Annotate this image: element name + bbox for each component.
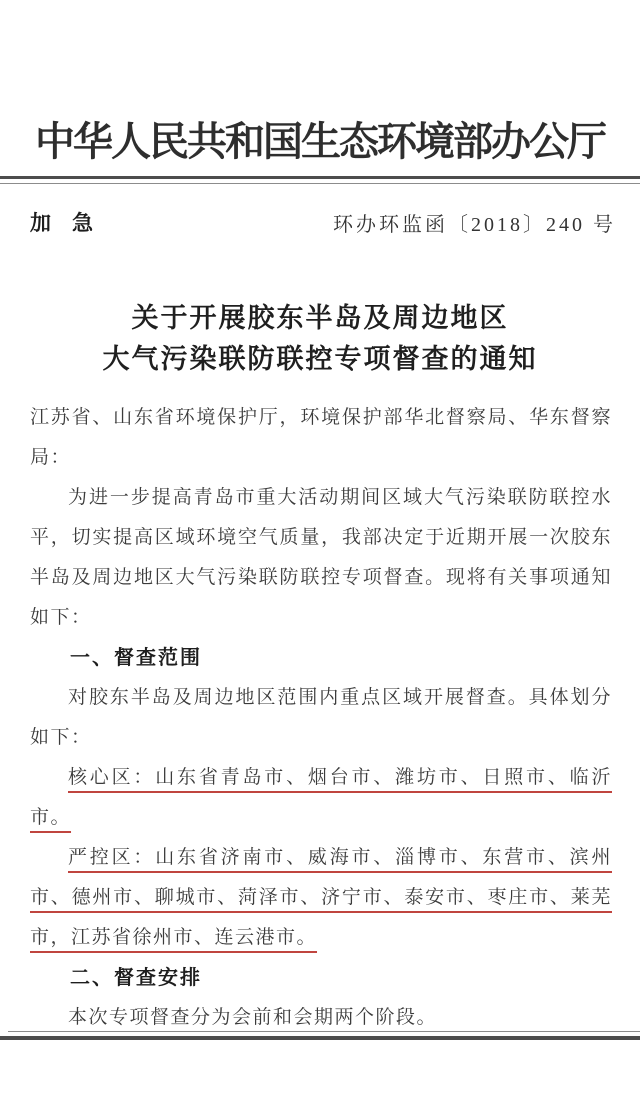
section2-heading: 二、督查安排: [70, 967, 202, 989]
section1-heading: 一、督查范围: [70, 647, 202, 669]
letterhead-org-name: 中华人民共和国生态环境部办公厅: [35, 119, 605, 164]
document-number: 环办环监函〔2018〕240 号: [333, 214, 616, 236]
document-title: [0, 298, 640, 380]
footer-rule-thin: [8, 1031, 640, 1032]
footer-rule-thick: [0, 1036, 640, 1040]
section1-lead-paragraph: 对胶东半岛及周边地区范围内重点区域开展督查。具体划分如下：: [30, 687, 612, 748]
addressee-line: 江苏省、山东省环境保护厅，环境保护部华北督察局、华东督察局：: [30, 407, 612, 468]
section2-lead-paragraph: 本次专项督查分为会前和会期两个阶段。: [68, 1007, 438, 1028]
letterhead-rule-thick: [0, 176, 640, 179]
strict-zone-paragraph: 严控区：山东省济南市、威海市、淄博市、东营市、滨州市、德州市、聊城市、菏泽市、济宁市、泰安市、枣庄市、莱芜市，江苏省徐州市、连云港市。: [30, 847, 612, 948]
document-body: [30, 398, 612, 1038]
letterhead-rule-thin: [0, 183, 640, 184]
document-title-line2: 大气污染联防联控专项督查的通知: [102, 344, 538, 374]
core-zone-paragraph: 核心区：山东省青岛市、烟台市、潍坊市、日照市、临沂市。: [30, 767, 612, 828]
document-title-line1: 关于开展胶东半岛及周边地区: [131, 303, 509, 333]
intro-paragraph: 为进一步提高青岛市重大活动期间区域大气污染联防联控水平，切实提高区域环境空气质量，我部决定于近期开展一次胶东半岛及周边地区大气污染联防联控专项督查。现将有关事项通知如下：: [30, 487, 612, 628]
urgency-label: 加 急: [30, 212, 93, 235]
